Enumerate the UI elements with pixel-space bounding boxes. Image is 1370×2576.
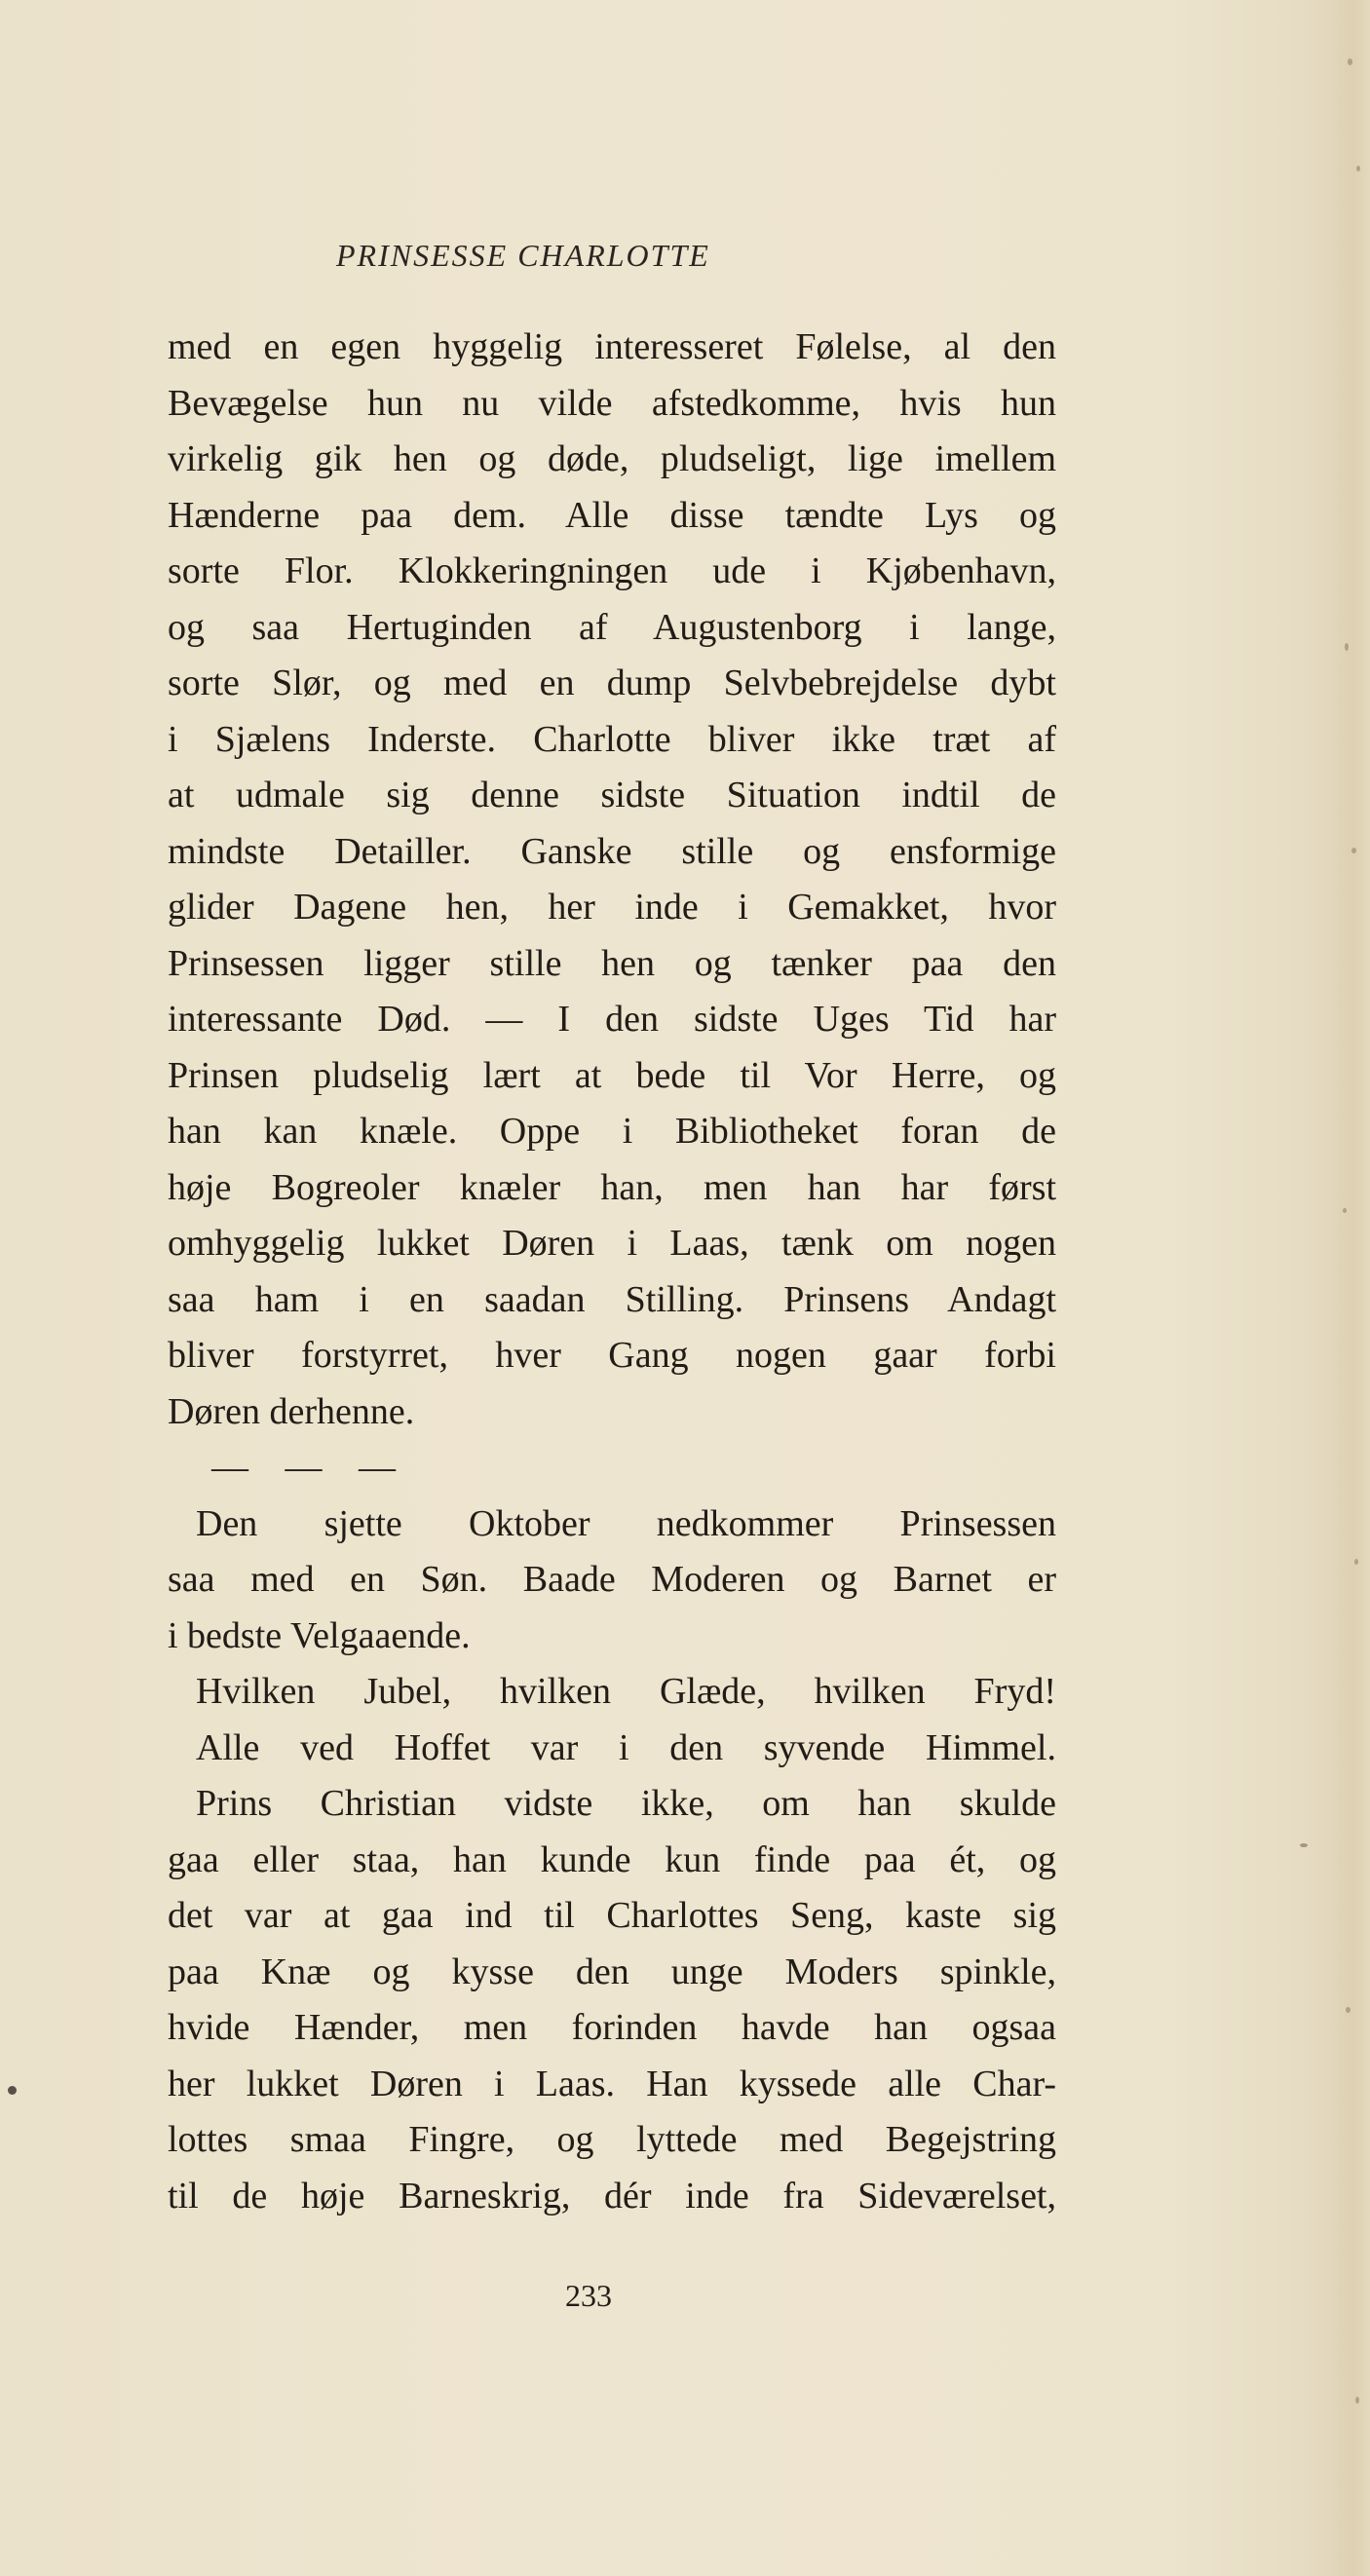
text-line: saa ham i en saadan Stilling. Prinsens Andagt [168,1278,1056,1320]
text-line: i bedste Velgaaende. [168,1614,471,1656]
text-line: her lukket Døren i Laas. Han kyssede alle Char- [168,2063,1056,2104]
edge-speck [1348,58,1352,65]
text-line: mindste Detailler. Ganske stille og ensformige [168,830,1056,872]
text-line: interessante Død. — I den sidste Uges Tid har [168,999,1056,1040]
text-line: Prinsen pludselig lært at bede til Vor Herre, og [168,1054,1056,1096]
text-line: glider Dagene hen, her inde i Gemakket, hvor [168,887,1056,928]
text-line: Prins Christian vidste ikke, om han skulde [196,1783,1056,1824]
text-line: Alle ved Hoffet var i den syvende Himmel. [196,1726,1056,1768]
page-number: 233 [565,2278,612,2313]
margin-dot [8,2086,17,2095]
text-line: han kan knæle. Oppe i Bibliotheket foran de [168,1111,1056,1152]
edge-speck [1355,2397,1359,2404]
text-line: saa med en Søn. Baade Moderen og Barnet er [168,1559,1056,1600]
edge-speck [1300,1843,1308,1847]
edge-speck [1356,166,1360,171]
text-line: bliver forstyrret, hver Gang nogen gaar forbi [168,1335,1056,1376]
text-line: det var at gaa ind til Charlottes Seng, kaste sig [168,1895,1056,1936]
text-line: virkelig gik hen og døde, pludseligt, lige imellem [168,438,1056,479]
running-head: PRINSESSE CHARLOTTE [336,238,710,273]
text-line: høje Bogreoler knæler han, men han har først [168,1166,1056,1208]
text-line: sorte Slør, og med en dump Selvbebrejdelse dybt [168,663,1056,703]
text-line: omhyggelig lukket Døren i Laas, tænk om nogen [168,1223,1056,1264]
page-edge-shadow [1331,0,1370,2576]
text-line: paa Knæ og kysse den unge Moders spinkle, [168,1951,1056,1992]
text-line: Bevægelse hun nu vilde afstedkomme, hvis hun [168,382,1056,424]
text-line: i Sjælens Inderste. Charlotte bliver ikke træt af [168,718,1056,760]
body-text [168,320,1056,2224]
text-line: Hænderne paa dem. Alle disse tændte Lys og [168,494,1056,536]
text-line: Prinsessen ligger stille hen og tænker paa den [168,942,1056,984]
edge-speck [1345,643,1349,651]
edge-speck [1351,848,1356,853]
section-separator: — — — [211,1447,409,1488]
text-line: Den sjette Oktober nedkommer Prinsessen [196,1502,1056,1544]
text-line: lottes smaa Fingre, og lyttede med Begejstring [168,2119,1056,2160]
text-line: Hvilken Jubel, hvilken Glæde, hvilken Fryd! [196,1671,1056,1712]
text-line: med en egen hyggelig interesseret Følelse, al den [168,326,1056,367]
text-line: sorte Flor. Klokkeringningen ude i Kjøbenhavn, [168,550,1056,591]
text-line: og saa Hertuginden af Augustenborg i lange, [168,606,1056,648]
text-line: til de høje Barneskrig, dér inde fra Sideværelset, [168,2175,1056,2216]
edge-speck [1354,1559,1358,1565]
text-line: at udmale sig denne sidste Situation indtil de [168,775,1056,815]
text-line: gaa eller staa, han kunde kun finde paa ét, og [168,1838,1056,1880]
edge-speck [1346,2007,1351,2013]
text-line: hvide Hænder, men forinden havde han ogsaa [168,2007,1056,2048]
edge-speck [1343,1208,1347,1213]
text-line: Døren derhenne. [168,1390,415,1432]
